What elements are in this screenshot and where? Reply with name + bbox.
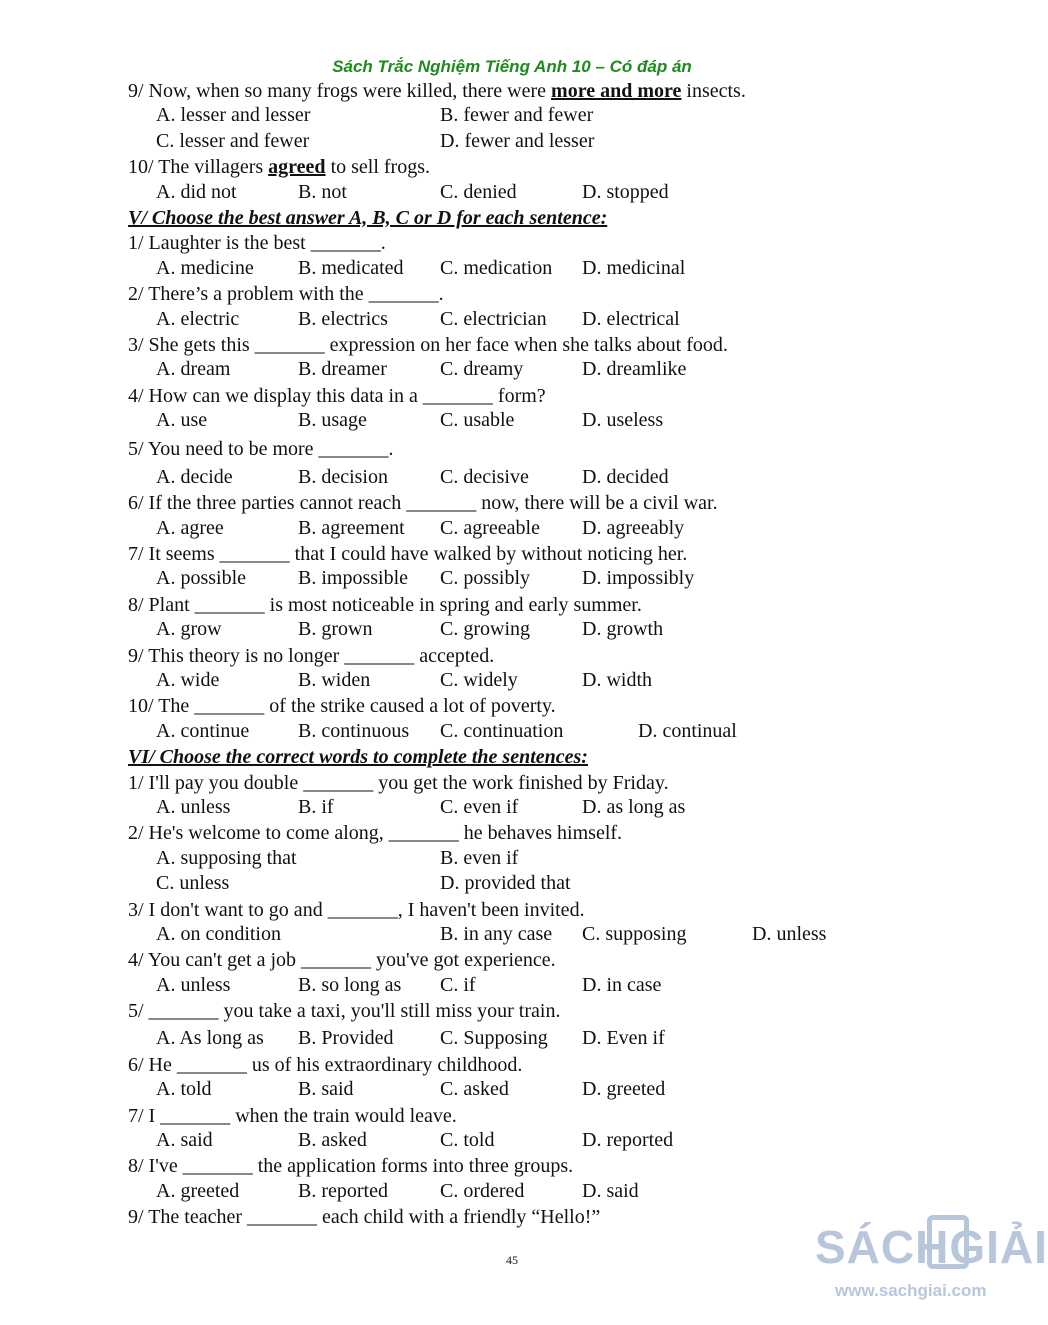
option-a: A. wide [156, 668, 220, 691]
question-text: 3/ She gets this _______ expression on her face when she talks about food. [128, 333, 728, 356]
option-c: C. told [440, 1129, 495, 1152]
option-a: A. said [156, 1129, 213, 1152]
option-b: B. said [298, 1078, 354, 1101]
option-d: D. width [582, 668, 652, 691]
option-d: D. in case [582, 973, 662, 996]
option-c: C. if [440, 973, 476, 996]
question-text: 7/ It seems _______ that I could have walked by without noticing her. [128, 543, 688, 566]
option-b: B. asked [298, 1129, 367, 1152]
option-b: B. dreamer [298, 358, 387, 381]
option-a: A. grow [156, 618, 222, 641]
section-v-heading: V/ Choose the best answer A, B, C or D for each sentence: [128, 206, 608, 229]
option-b: B. decision [298, 465, 388, 488]
option-a: A. electric [156, 307, 240, 330]
page-number: 45 [506, 1253, 518, 1267]
option-c: C. even if [440, 795, 519, 818]
options-row [128, 847, 888, 872]
option-b: B. impossible [298, 567, 409, 590]
option-c: C. decisive [440, 465, 529, 488]
keyword: more and more [551, 80, 682, 102]
option-c: C. continuation [440, 719, 564, 742]
options-row [128, 517, 888, 542]
option-c: C. dreamy [440, 358, 524, 381]
option-d: D. provided that [440, 872, 571, 895]
options-row [128, 181, 888, 206]
option-d: D. agreeably [582, 516, 685, 539]
option-c: C. usable [440, 409, 515, 432]
option-d: D. as long as [582, 795, 686, 818]
option-c: C. Supposing [440, 1027, 548, 1050]
option-c: C. lesser and fewer [156, 129, 310, 152]
sachgiai-watermark-logo [815, 1215, 1048, 1315]
options-row [128, 1180, 888, 1205]
option-b: B. Provided [298, 1027, 394, 1050]
option-a: A. use [156, 409, 208, 432]
question-text: 4/ How can we display this data in a _______ form? [128, 384, 546, 407]
option-a: A. agree [156, 516, 224, 539]
option-c: C. unless [156, 872, 230, 895]
option-c: C. growing [440, 618, 530, 641]
option-d: D. impossibly [582, 567, 695, 590]
option-c: C. possibly [440, 567, 531, 590]
question-10-iv [128, 155, 888, 180]
option-b: B. not [298, 180, 347, 203]
option-b: B. grown [298, 618, 373, 641]
option-b: B. agreement [298, 516, 405, 539]
options-row [128, 130, 888, 155]
logo-brand-text: SÁCHGIẢI [815, 1221, 1048, 1273]
option-a: A. As long as [156, 1027, 264, 1050]
option-b: B. electrics [298, 307, 388, 330]
options-row [128, 1078, 888, 1103]
logo-url-text: www.sachgiai.com [835, 1281, 987, 1300]
question-text: 10/ The villagers [128, 156, 269, 179]
question-text: 9/ Now, when so many frogs were killed, there were [128, 80, 552, 102]
option-b: B. fewer and fewer [440, 104, 594, 127]
page-content [128, 79, 888, 1231]
question-text: 10/ The _______ of the strike caused a lot of poverty. [128, 695, 556, 718]
option-d: D. useless [582, 409, 664, 432]
question-text: 1/ I'll pay you double _______ you get the work finished by Friday. [128, 771, 669, 794]
options-row [128, 308, 888, 333]
options-row [128, 104, 888, 129]
options-row [128, 466, 888, 491]
options-row [128, 1027, 888, 1052]
options-row [128, 257, 888, 282]
option-a: A. dream [156, 358, 231, 381]
option-c: C. ordered [440, 1179, 525, 1202]
option-c: C. asked [440, 1078, 509, 1101]
options-row [128, 669, 888, 694]
question-text: 4/ You can't get a job _______ you've got experience. [128, 949, 556, 972]
option-d: D. Even if [582, 1027, 665, 1050]
option-d: D. dreamlike [582, 358, 687, 381]
question-text: 1/ Laughter is the best _______. [128, 232, 386, 255]
option-d: D. reported [582, 1129, 674, 1152]
option-a: A. supposing that [156, 846, 297, 869]
question-text: 2/ There’s a problem with the _______. [128, 283, 444, 306]
option-b: B. if [298, 795, 334, 818]
options-row [128, 567, 888, 592]
option-b: B. usage [298, 409, 367, 432]
options-row [128, 358, 888, 383]
option-a: A. on condition [156, 922, 281, 945]
option-c: C. medication [440, 256, 553, 279]
page-header: Sách Trắc Nghiệm Tiếng Anh 10 – Có đáp án [332, 57, 692, 76]
option-b: B. continuous [298, 719, 410, 742]
question-text: insects. [681, 80, 746, 102]
option-c: C. agreeable [440, 516, 540, 539]
option-b: B. so long as [298, 973, 402, 996]
option-b: B. in any case [440, 922, 553, 945]
option-a: A. decide [156, 465, 233, 488]
options-row [128, 409, 888, 434]
question-text: 5/ _______ you take a taxi, you'll still miss your train. [128, 1000, 561, 1023]
option-d: D. electrical [582, 307, 680, 330]
options-row [128, 720, 888, 745]
options-row [128, 796, 888, 821]
option-a: A. possible [156, 567, 246, 590]
option-c: C. widely [440, 668, 518, 691]
question-text: 7/ I _______ when the train would leave. [128, 1104, 457, 1127]
question-text: 3/ I don't want to go and _______, I haven't been invited. [128, 898, 585, 921]
option-a: A. told [156, 1078, 212, 1101]
options-row [128, 974, 888, 999]
option-c: C. supposing [582, 922, 687, 945]
option-a: A. lesser and lesser [156, 104, 311, 127]
question-text: 8/ I've _______ the application forms into three groups. [128, 1155, 574, 1178]
options-row [128, 923, 888, 948]
option-d: D. greeted [582, 1078, 666, 1101]
option-a: A. unless [156, 973, 231, 996]
option-d: D. medicinal [582, 256, 686, 279]
question-text: 5/ You need to be more _______. [128, 438, 394, 461]
question-text: 6/ He _______ us of his extraordinary childhood. [128, 1053, 523, 1076]
option-a: A. medicine [156, 256, 254, 279]
options-row [128, 618, 888, 643]
option-b: B. even if [440, 846, 519, 869]
option-b: B. reported [298, 1179, 388, 1202]
option-d: D. continual [638, 719, 737, 742]
option-b: B. medicated [298, 256, 404, 279]
question-text: 8/ Plant _______ is most noticeable in spring and early summer. [128, 593, 642, 616]
option-d: D. said [582, 1179, 639, 1202]
question-text: to sell frogs. [325, 156, 430, 179]
option-a: A. unless [156, 795, 231, 818]
option-a: A. greeted [156, 1179, 240, 1202]
option-a: A. continue [156, 719, 250, 742]
keyword: agreed [268, 156, 326, 179]
option-b: B. widen [298, 668, 371, 691]
question-text: 9/ This theory is no longer _______ accepted. [128, 644, 495, 667]
options-row [128, 1129, 888, 1154]
question-9-iv [128, 79, 888, 104]
question-text: 9/ The teacher _______ each child with a friendly “Hello!” [128, 1206, 601, 1229]
option-d: D. growth [582, 618, 664, 641]
option-d: D. stopped [582, 180, 669, 203]
option-c: C. denied [440, 180, 517, 203]
option-d: D. unless [752, 922, 827, 945]
question-text: 2/ He's welcome to come along, _______ he behaves himself. [128, 822, 623, 845]
option-c: C. electrician [440, 307, 547, 330]
question-text: 6/ If the three parties cannot reach _______ now, there will be a civil war. [128, 492, 718, 515]
option-d: D. fewer and lesser [440, 129, 595, 152]
section-vi-heading: VI/ Choose the correct words to complete the sentences: [128, 746, 588, 769]
option-d: D. decided [582, 465, 669, 488]
option-a: A. did not [156, 180, 237, 203]
options-row [128, 872, 888, 897]
